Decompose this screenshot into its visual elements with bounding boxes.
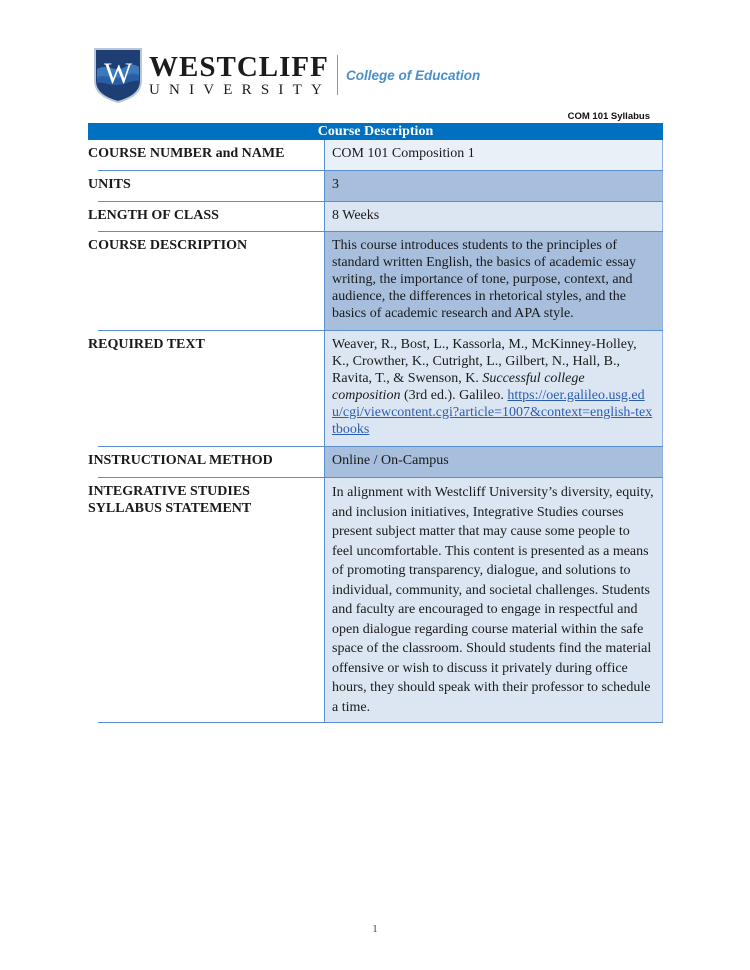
college-name: College of Education <box>346 67 481 83</box>
row-value <box>324 331 663 447</box>
table-row <box>88 478 663 723</box>
row-value: 3 <box>324 171 663 202</box>
table-row <box>88 331 663 447</box>
citation-edition: (3rd ed.). Galileo. <box>400 388 508 403</box>
row-value: This course introduces students to the principles of standard written English, the basics of academic essay writing, the importance of tone, purpose, context, and audience, the differences in rhetorical styles, and the basics of academic research and APA style. <box>324 232 663 331</box>
table-title: Course Description <box>88 123 663 140</box>
table-row <box>88 232 663 331</box>
row-label: UNITS <box>88 177 131 192</box>
table-row <box>88 140 663 171</box>
wordmark-subtitle: UNIVERSITY <box>149 81 331 98</box>
row-label: COURSE NUMBER and NAME <box>88 146 285 161</box>
row-label: LENGTH OF CLASS <box>88 208 219 223</box>
textbook-link[interactable]: https://oer.galileo.usg.edu/cgi/viewcontent.cgi?article=1007&context=english-textbooks <box>332 388 653 437</box>
row-label: REQUIRED TEXT <box>88 337 205 352</box>
row-value: COM 101 Composition 1 <box>324 140 663 171</box>
wordmark <box>149 50 331 98</box>
document-label: COM 101 Syllabus <box>567 111 650 122</box>
table-row <box>88 447 663 478</box>
table-row <box>88 171 663 202</box>
shield-logo-icon <box>93 47 143 103</box>
svg-text:W: W <box>103 57 133 90</box>
table-row <box>88 202 663 232</box>
row-label: INSTRUCTIONAL METHOD <box>88 453 273 468</box>
row-label: INTEGRATIVE STUDIES SYLLABUS STATEMENT <box>88 484 252 516</box>
course-description-table <box>88 123 663 723</box>
row-value: In alignment with Westcliff University’s diversity, equity, and inclusion initiatives, Integrative Studies courses present subject matter that may cause some people to feel uncomfortable. This content is presented as a means of promoting transparency, dialogue, and solutions to individual, community, and societal challenges. Students and faculty are encouraged to engage in respectful and open dialogue regarding course material within the safe space of the classroom. Should students find the material offensive or wish to discuss it privately during office hours, they should speak with their professor to schedule a time. <box>324 478 663 723</box>
logo-divider <box>337 55 338 95</box>
wordmark-name: WESTCLIFF <box>149 50 329 83</box>
row-value: Online / On-Campus <box>324 447 663 478</box>
citation-authors: Weaver, R., Bost, L., Kassorla, M., McKinney-Holley, K., Crowther, K., Cutright, L., Gilbert, N., Hall, B., Ravita, T., & Swenson, K. <box>332 337 637 386</box>
page-number: 1 <box>372 924 378 935</box>
university-logo <box>93 47 480 103</box>
row-label: COURSE DESCRIPTION <box>88 238 248 253</box>
citation-title: Successful college composition <box>332 371 585 403</box>
row-value: 8 Weeks <box>324 202 663 232</box>
